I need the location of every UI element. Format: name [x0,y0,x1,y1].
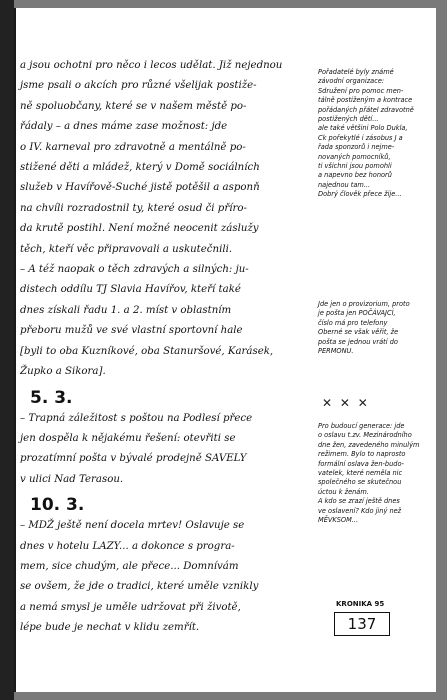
side-note-posta: Jde jen o provizorium, proto je pošta jen POČÁVAJCÍ, číslo má pro telefony Oberné se však věřit, že pošta se jednou vrátí do PERMONU. [318,300,410,356]
side-note-organizers: Pořadatelé byly známé závodní organizace: Sdružení pro pomoc men- tálně postiženým a kontrace pořádaných přátel zdravotně postižených dětí... ale také většini Polo Dukla, Ck pořekytlé i zásobus J a řada sponzorů i nejme- novaných pomocníků, ti všichni jsou pomohli a napevno bez honorů najednou tam... Dobrý člověk přece žije... [318,68,414,199]
paragraph-posta: – Trapná záležitost s poštou na Podlesí přece jen dospěla k nějakému řešení: otevřiti se prozatímní pošta v bývalé prodejně SAVELY v ulici Nad Terasou. [20,412,253,485]
stars-divider: ✕ ✕ ✕ [322,396,370,410]
date-heading-5-3: 5. 3. [30,387,73,408]
main-text-column [20,56,320,639]
side-note-mdz: Pro budoucí generace: jde o oslavu t.zv. Mezinárodního dne žen, zavedeného minulým režimem. Bylo to naprosto formální oslava žen-budo- vatelek, které neměla nic společného se skutečnou úctou k ženám. A kdo se zrazí ještě dnes ve oslavení? Kdo jiný než MĚVKSOM... [318,422,420,525]
date-heading-10-3: 10. 3. [30,495,85,516]
page-edge-shadow [0,0,14,700]
chronicle-page [14,8,436,692]
chronicle-label: KRONIKA 95 [336,600,385,608]
page-number: 137 [334,612,390,636]
paragraph-judo: – A též naopak o těch zdravých a silných: ju- distech oddílu TJ Slavia Havířov, kteří také dnes získali řadu 1. a 2. míst v oblastním přeboru mužů ve své vlastní sportovní hale [byli to oba Kuzníkové, oba Stanuršové, Karásek, Župko a Sikora]. [20,264,274,378]
paragraph-mdz: – MDŽ ještě není docela mrtev! Oslavuje se dnes v hotelu LAZY... a dokonce s progra- mem, sice chudým, ale přece... Domnívám se ovšem, že jde o tradici, které uměle vznikly a nemá smysl je uměle udržovat při životě, lépe bude je nechat v klidu zemřít. [20,520,259,634]
paragraph-karneval: a jsou ochotni pro něco i lecos udělat. Již nejednou jsme psali o akcích pro různé všelijak postiže- ně spoluobčany, které se v našem městě po- řádaly – a dnes máme zase možnost: jde o IV. karneval pro zdravotně a mentálně po- stižené děti a mládež, který v Domě sociálních služeb v Havířově-Suché jistě potěšil a asponň na chvíli rozradostnil ty, které osud či příro- da krutě postihl. Není možné neocenit záslužy těch, kteří věc připravovali a uskutečnili. [20,60,283,255]
